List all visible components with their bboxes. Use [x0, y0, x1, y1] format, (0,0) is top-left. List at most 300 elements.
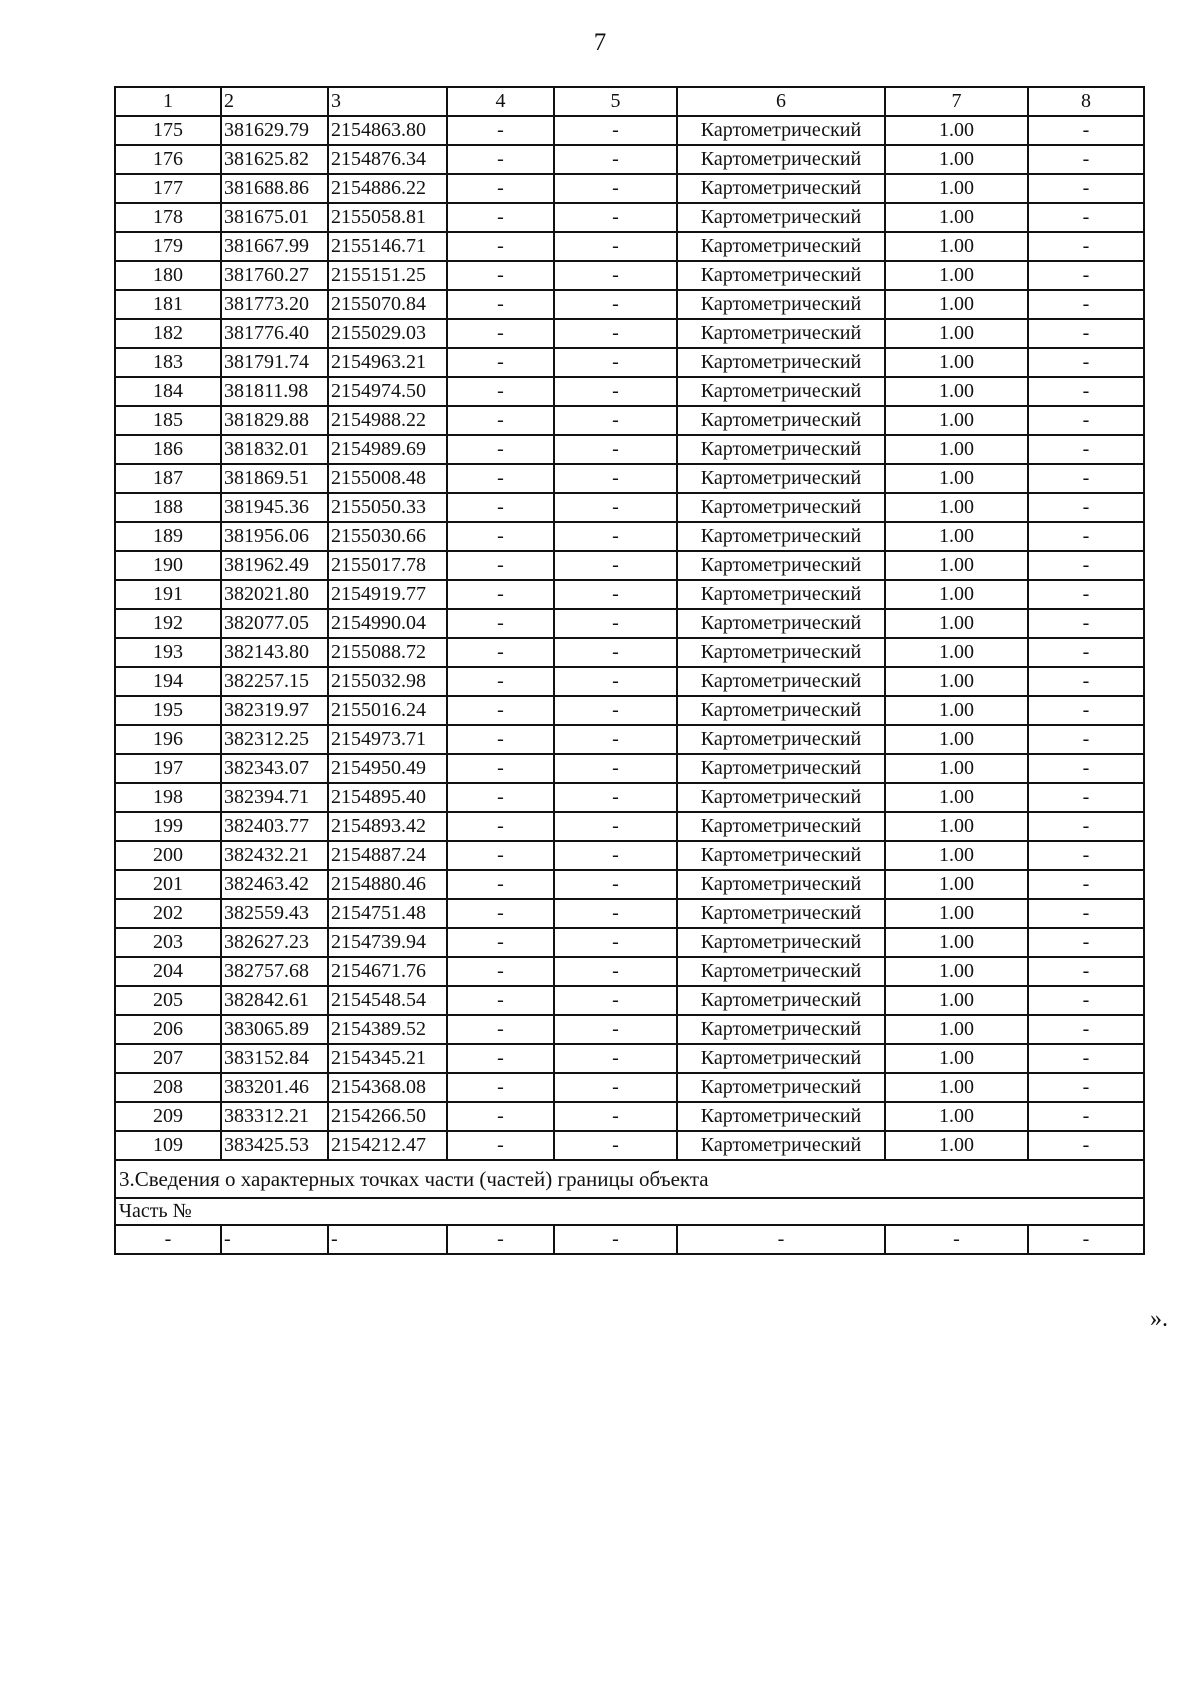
- method-cell: Картометрический: [677, 1015, 885, 1044]
- y-coordinate-cell: 2154989.69: [328, 435, 447, 464]
- x-coordinate-cell: 381811.98: [221, 377, 328, 406]
- table-row: [115, 899, 1144, 928]
- table-row: [115, 609, 1144, 638]
- col-5-cell: -: [554, 232, 677, 261]
- y-coordinate-cell: 2155050.33: [328, 493, 447, 522]
- point-number-cell: 194: [115, 667, 221, 696]
- col-5-cell: -: [554, 580, 677, 609]
- accuracy-cell: 1.00: [885, 232, 1028, 261]
- method-cell: 6: [677, 87, 885, 116]
- col-5-cell: -: [554, 377, 677, 406]
- col-5-cell: -: [554, 261, 677, 290]
- col-8-cell: -: [1028, 725, 1144, 754]
- x-coordinate-cell: 381962.49: [221, 551, 328, 580]
- y-coordinate-cell: 2155151.25: [328, 261, 447, 290]
- closing-quote-mark: ».: [1150, 1306, 1168, 1332]
- point-number-cell: 192: [115, 609, 221, 638]
- col-5-cell: -: [554, 609, 677, 638]
- table-row: [115, 464, 1144, 493]
- x-coordinate-cell: 383152.84: [221, 1044, 328, 1073]
- col-4-cell: -: [447, 1073, 554, 1102]
- method-cell: Картометрический: [677, 261, 885, 290]
- point-number-cell: 179: [115, 232, 221, 261]
- table-row: [115, 841, 1144, 870]
- col-5-cell: -: [554, 812, 677, 841]
- method-cell: Картометрический: [677, 1102, 885, 1131]
- col-4-cell: -: [447, 580, 554, 609]
- col-8-cell: -: [1028, 290, 1144, 319]
- method-cell: Картометрический: [677, 899, 885, 928]
- col-8-cell: -: [1028, 1131, 1144, 1160]
- table-row: [115, 812, 1144, 841]
- accuracy-cell: 1.00: [885, 261, 1028, 290]
- col-8-cell: 8: [1028, 87, 1144, 116]
- table-row: [115, 348, 1144, 377]
- y-coordinate-cell: 2154389.52: [328, 1015, 447, 1044]
- y-coordinate-cell: 2154988.22: [328, 406, 447, 435]
- col-8-cell: -: [1028, 928, 1144, 957]
- point-number-cell: 182: [115, 319, 221, 348]
- col-8-cell: -: [1028, 609, 1144, 638]
- method-cell: Картометрический: [677, 551, 885, 580]
- point-number-cell: 187: [115, 464, 221, 493]
- col-5-cell: -: [554, 1044, 677, 1073]
- col-4-cell: -: [447, 203, 554, 232]
- accuracy-cell: 1.00: [885, 522, 1028, 551]
- y-coordinate-cell: 2154751.48: [328, 899, 447, 928]
- col-4-cell: -: [447, 1102, 554, 1131]
- table-row: [115, 261, 1144, 290]
- point-number-cell: 178: [115, 203, 221, 232]
- y-coordinate-cell: 2155008.48: [328, 464, 447, 493]
- x-coordinate-cell: 382394.71: [221, 783, 328, 812]
- accuracy-cell: 1.00: [885, 1044, 1028, 1073]
- x-coordinate-cell: 381829.88: [221, 406, 328, 435]
- table-row: [115, 174, 1144, 203]
- table-row: [115, 957, 1144, 986]
- table-row: [115, 406, 1144, 435]
- col-5-cell: -: [554, 522, 677, 551]
- method-cell: Картометрический: [677, 203, 885, 232]
- col-8-cell: -: [1028, 522, 1144, 551]
- col-8-cell: -: [1028, 667, 1144, 696]
- table-row: [115, 1131, 1144, 1160]
- method-cell: Картометрический: [677, 580, 885, 609]
- y-coordinate-cell: 2154893.42: [328, 812, 447, 841]
- point-number-cell: 199: [115, 812, 221, 841]
- col-5-cell: -: [554, 493, 677, 522]
- table-row: [115, 783, 1144, 812]
- accuracy-cell: 7: [885, 87, 1028, 116]
- accuracy-cell: 1.00: [885, 319, 1028, 348]
- part-label: Часть №: [115, 1198, 1144, 1225]
- point-number-cell: 208: [115, 1073, 221, 1102]
- col-4-cell: -: [447, 812, 554, 841]
- col-4-cell: 4: [447, 87, 554, 116]
- accuracy-cell: 1.00: [885, 290, 1028, 319]
- method-cell: Картометрический: [677, 464, 885, 493]
- col-8-cell: -: [1028, 174, 1144, 203]
- col-4-cell: -: [447, 174, 554, 203]
- method-cell: -: [677, 1225, 885, 1254]
- col-8-cell: -: [1028, 696, 1144, 725]
- table-header-row: [115, 87, 1144, 116]
- y-coordinate-cell: 2154887.24: [328, 841, 447, 870]
- y-coordinate-cell: 3: [328, 87, 447, 116]
- method-cell: Картометрический: [677, 812, 885, 841]
- method-cell: Картометрический: [677, 348, 885, 377]
- method-cell: Картометрический: [677, 638, 885, 667]
- accuracy-cell: 1.00: [885, 812, 1028, 841]
- x-coordinate-cell: 381629.79: [221, 116, 328, 145]
- col-8-cell: -: [1028, 783, 1144, 812]
- method-cell: Картометрический: [677, 667, 885, 696]
- x-coordinate-cell: 382343.07: [221, 754, 328, 783]
- table-row: [115, 319, 1144, 348]
- col-5-cell: -: [554, 725, 677, 754]
- x-coordinate-cell: 381869.51: [221, 464, 328, 493]
- table-row: [115, 696, 1144, 725]
- col-8-cell: -: [1028, 377, 1144, 406]
- col-8-cell: -: [1028, 1015, 1144, 1044]
- point-number-cell: 181: [115, 290, 221, 319]
- point-number-cell: 203: [115, 928, 221, 957]
- col-8-cell: -: [1028, 261, 1144, 290]
- x-coordinate-cell: 381667.99: [221, 232, 328, 261]
- col-8-cell: -: [1028, 319, 1144, 348]
- point-number-cell: 180: [115, 261, 221, 290]
- point-number-cell: 184: [115, 377, 221, 406]
- col-8-cell: -: [1028, 406, 1144, 435]
- col-8-cell: -: [1028, 841, 1144, 870]
- point-number-cell: 207: [115, 1044, 221, 1073]
- accuracy-cell: 1.00: [885, 783, 1028, 812]
- method-cell: Картометрический: [677, 696, 885, 725]
- accuracy-cell: 1.00: [885, 1015, 1028, 1044]
- y-coordinate-cell: 2154919.77: [328, 580, 447, 609]
- accuracy-cell: 1.00: [885, 580, 1028, 609]
- col-8-cell: -: [1028, 232, 1144, 261]
- point-number-cell: -: [115, 1225, 221, 1254]
- x-coordinate-cell: 381956.06: [221, 522, 328, 551]
- accuracy-cell: 1.00: [885, 1073, 1028, 1102]
- method-cell: Картометрический: [677, 957, 885, 986]
- x-coordinate-cell: 382559.43: [221, 899, 328, 928]
- col-4-cell: -: [447, 986, 554, 1015]
- y-coordinate-cell: 2154266.50: [328, 1102, 447, 1131]
- point-number-cell: 209: [115, 1102, 221, 1131]
- col-5-cell: -: [554, 203, 677, 232]
- x-coordinate-cell: 381625.82: [221, 145, 328, 174]
- accuracy-cell: 1.00: [885, 841, 1028, 870]
- col-8-cell: -: [1028, 1102, 1144, 1131]
- y-coordinate-cell: 2154990.04: [328, 609, 447, 638]
- x-coordinate-cell: 382627.23: [221, 928, 328, 957]
- col-8-cell: -: [1028, 812, 1144, 841]
- accuracy-cell: 1.00: [885, 1102, 1028, 1131]
- col-8-cell: -: [1028, 1073, 1144, 1102]
- section-title-row: [115, 1160, 1144, 1198]
- accuracy-cell: 1.00: [885, 551, 1028, 580]
- col-4-cell: -: [447, 870, 554, 899]
- x-coordinate-cell: 381688.86: [221, 174, 328, 203]
- x-coordinate-cell: 381832.01: [221, 435, 328, 464]
- col-4-cell: -: [447, 696, 554, 725]
- method-cell: Картометрический: [677, 116, 885, 145]
- table-row: [115, 1073, 1144, 1102]
- point-number-cell: 185: [115, 406, 221, 435]
- col-5-cell: -: [554, 551, 677, 580]
- y-coordinate-cell: 2155032.98: [328, 667, 447, 696]
- point-number-cell: 176: [115, 145, 221, 174]
- point-number-cell: 204: [115, 957, 221, 986]
- col-4-cell: -: [447, 348, 554, 377]
- y-coordinate-cell: 2155030.66: [328, 522, 447, 551]
- x-coordinate-cell: 382143.80: [221, 638, 328, 667]
- y-coordinate-cell: 2154963.21: [328, 348, 447, 377]
- x-coordinate-cell: 382463.42: [221, 870, 328, 899]
- accuracy-cell: 1.00: [885, 609, 1028, 638]
- accuracy-cell: 1.00: [885, 203, 1028, 232]
- point-number-cell: 189: [115, 522, 221, 551]
- col-8-cell: -: [1028, 1225, 1144, 1254]
- method-cell: Картометрический: [677, 783, 885, 812]
- col-4-cell: -: [447, 290, 554, 319]
- table-row: [115, 870, 1144, 899]
- col-4-cell: -: [447, 1131, 554, 1160]
- method-cell: Картометрический: [677, 522, 885, 551]
- table-row: [115, 1015, 1144, 1044]
- x-coordinate-cell: -: [221, 1225, 328, 1254]
- x-coordinate-cell: 382312.25: [221, 725, 328, 754]
- accuracy-cell: 1.00: [885, 928, 1028, 957]
- col-8-cell: -: [1028, 580, 1144, 609]
- table-row: [115, 754, 1144, 783]
- col-8-cell: -: [1028, 957, 1144, 986]
- table-row: [115, 116, 1144, 145]
- point-number-cell: 175: [115, 116, 221, 145]
- x-coordinate-cell: 382432.21: [221, 841, 328, 870]
- col-8-cell: -: [1028, 986, 1144, 1015]
- accuracy-cell: 1.00: [885, 464, 1028, 493]
- method-cell: Картометрический: [677, 406, 885, 435]
- col-5-cell: -: [554, 116, 677, 145]
- table-row: [115, 1044, 1144, 1073]
- col-4-cell: -: [447, 638, 554, 667]
- point-number-cell: 202: [115, 899, 221, 928]
- col-8-cell: -: [1028, 116, 1144, 145]
- col-5-cell: -: [554, 174, 677, 203]
- x-coordinate-cell: 383201.46: [221, 1073, 328, 1102]
- method-cell: Картометрический: [677, 1044, 885, 1073]
- col-4-cell: -: [447, 464, 554, 493]
- y-coordinate-cell: 2154212.47: [328, 1131, 447, 1160]
- accuracy-cell: 1.00: [885, 754, 1028, 783]
- point-number-cell: 206: [115, 1015, 221, 1044]
- method-cell: Картометрический: [677, 493, 885, 522]
- col-8-cell: -: [1028, 638, 1144, 667]
- table-row: [115, 1102, 1144, 1131]
- method-cell: Картометрический: [677, 1131, 885, 1160]
- col-5-cell: -: [554, 638, 677, 667]
- x-coordinate-cell: 383425.53: [221, 1131, 328, 1160]
- col-8-cell: -: [1028, 464, 1144, 493]
- point-number-cell: 197: [115, 754, 221, 783]
- page-number: 7: [593, 29, 607, 56]
- point-number-cell: 183: [115, 348, 221, 377]
- col-5-cell: -: [554, 1015, 677, 1044]
- x-coordinate-cell: 381791.74: [221, 348, 328, 377]
- table-row: [115, 232, 1144, 261]
- col-5-cell: -: [554, 667, 677, 696]
- x-coordinate-cell: 382077.05: [221, 609, 328, 638]
- col-4-cell: -: [447, 145, 554, 174]
- point-number-cell: 188: [115, 493, 221, 522]
- empty-row: [115, 1225, 1144, 1254]
- y-coordinate-cell: 2154548.54: [328, 986, 447, 1015]
- y-coordinate-cell: 2154895.40: [328, 783, 447, 812]
- method-cell: Картометрический: [677, 609, 885, 638]
- col-5-cell: -: [554, 348, 677, 377]
- col-5-cell: -: [554, 1073, 677, 1102]
- col-4-cell: -: [447, 522, 554, 551]
- col-5-cell: -: [554, 957, 677, 986]
- accuracy-cell: 1.00: [885, 116, 1028, 145]
- col-4-cell: -: [447, 551, 554, 580]
- col-4-cell: -: [447, 406, 554, 435]
- table-row: [115, 986, 1144, 1015]
- y-coordinate-cell: 2155016.24: [328, 696, 447, 725]
- method-cell: Картометрический: [677, 870, 885, 899]
- y-coordinate-cell: 2155146.71: [328, 232, 447, 261]
- accuracy-cell: 1.00: [885, 638, 1028, 667]
- method-cell: Картометрический: [677, 435, 885, 464]
- x-coordinate-cell: 381776.40: [221, 319, 328, 348]
- method-cell: Картометрический: [677, 232, 885, 261]
- col-5-cell: -: [554, 464, 677, 493]
- x-coordinate-cell: 382757.68: [221, 957, 328, 986]
- col-4-cell: -: [447, 609, 554, 638]
- method-cell: Картометрический: [677, 319, 885, 348]
- col-5-cell: -: [554, 783, 677, 812]
- y-coordinate-cell: 2155070.84: [328, 290, 447, 319]
- point-number-cell: 198: [115, 783, 221, 812]
- method-cell: Картометрический: [677, 145, 885, 174]
- col-5-cell: -: [554, 841, 677, 870]
- col-4-cell: -: [447, 754, 554, 783]
- col-8-cell: -: [1028, 899, 1144, 928]
- accuracy-cell: 1.00: [885, 899, 1028, 928]
- col-4-cell: -: [447, 319, 554, 348]
- table-row: [115, 290, 1144, 319]
- col-5-cell: 5: [554, 87, 677, 116]
- y-coordinate-cell: 2154974.50: [328, 377, 447, 406]
- point-number-cell: 195: [115, 696, 221, 725]
- col-5-cell: -: [554, 899, 677, 928]
- y-coordinate-cell: 2155017.78: [328, 551, 447, 580]
- accuracy-cell: 1.00: [885, 435, 1028, 464]
- col-8-cell: -: [1028, 1044, 1144, 1073]
- accuracy-cell: 1.00: [885, 696, 1028, 725]
- accuracy-cell: 1.00: [885, 145, 1028, 174]
- col-5-cell: -: [554, 986, 677, 1015]
- table-row: [115, 522, 1144, 551]
- y-coordinate-cell: 2154880.46: [328, 870, 447, 899]
- accuracy-cell: 1.00: [885, 725, 1028, 754]
- y-coordinate-cell: 2154973.71: [328, 725, 447, 754]
- accuracy-cell: 1.00: [885, 493, 1028, 522]
- col-4-cell: -: [447, 232, 554, 261]
- x-coordinate-cell: 382021.80: [221, 580, 328, 609]
- y-coordinate-cell: 2155088.72: [328, 638, 447, 667]
- point-number-cell: 193: [115, 638, 221, 667]
- accuracy-cell: 1.00: [885, 348, 1028, 377]
- table-row: [115, 145, 1144, 174]
- accuracy-cell: 1.00: [885, 667, 1028, 696]
- method-cell: Картометрический: [677, 174, 885, 203]
- x-coordinate-cell: 381773.20: [221, 290, 328, 319]
- method-cell: Картометрический: [677, 754, 885, 783]
- col-8-cell: -: [1028, 493, 1144, 522]
- table-row: [115, 638, 1144, 667]
- x-coordinate-cell: 381945.36: [221, 493, 328, 522]
- x-coordinate-cell: 382319.97: [221, 696, 328, 725]
- col-4-cell: -: [447, 1225, 554, 1254]
- col-8-cell: -: [1028, 551, 1144, 580]
- x-coordinate-cell: 382842.61: [221, 986, 328, 1015]
- method-cell: Картометрический: [677, 290, 885, 319]
- method-cell: Картометрический: [677, 377, 885, 406]
- point-number-cell: 205: [115, 986, 221, 1015]
- method-cell: Картометрический: [677, 986, 885, 1015]
- col-8-cell: -: [1028, 145, 1144, 174]
- table-row: [115, 435, 1144, 464]
- y-coordinate-cell: 2155029.03: [328, 319, 447, 348]
- y-coordinate-cell: 2154345.21: [328, 1044, 447, 1073]
- col-4-cell: -: [447, 841, 554, 870]
- accuracy-cell: -: [885, 1225, 1028, 1254]
- table-row: [115, 667, 1144, 696]
- col-5-cell: -: [554, 1225, 677, 1254]
- col-4-cell: -: [447, 725, 554, 754]
- table-row: [115, 493, 1144, 522]
- table-row: [115, 203, 1144, 232]
- method-cell: Картометрический: [677, 1073, 885, 1102]
- point-number-cell: 196: [115, 725, 221, 754]
- accuracy-cell: 1.00: [885, 957, 1028, 986]
- point-number-cell: 191: [115, 580, 221, 609]
- accuracy-cell: 1.00: [885, 986, 1028, 1015]
- y-coordinate-cell: 2155058.81: [328, 203, 447, 232]
- accuracy-cell: 1.00: [885, 1131, 1028, 1160]
- col-8-cell: -: [1028, 870, 1144, 899]
- col-5-cell: -: [554, 1131, 677, 1160]
- col-5-cell: -: [554, 696, 677, 725]
- y-coordinate-cell: 2154671.76: [328, 957, 447, 986]
- accuracy-cell: 1.00: [885, 406, 1028, 435]
- y-coordinate-cell: 2154368.08: [328, 1073, 447, 1102]
- x-coordinate-cell: 382403.77: [221, 812, 328, 841]
- accuracy-cell: 1.00: [885, 870, 1028, 899]
- x-coordinate-cell: 381675.01: [221, 203, 328, 232]
- col-4-cell: -: [447, 116, 554, 145]
- col-8-cell: -: [1028, 348, 1144, 377]
- col-4-cell: -: [447, 261, 554, 290]
- col-5-cell: -: [554, 145, 677, 174]
- col-5-cell: -: [554, 290, 677, 319]
- col-4-cell: -: [447, 1015, 554, 1044]
- col-4-cell: -: [447, 493, 554, 522]
